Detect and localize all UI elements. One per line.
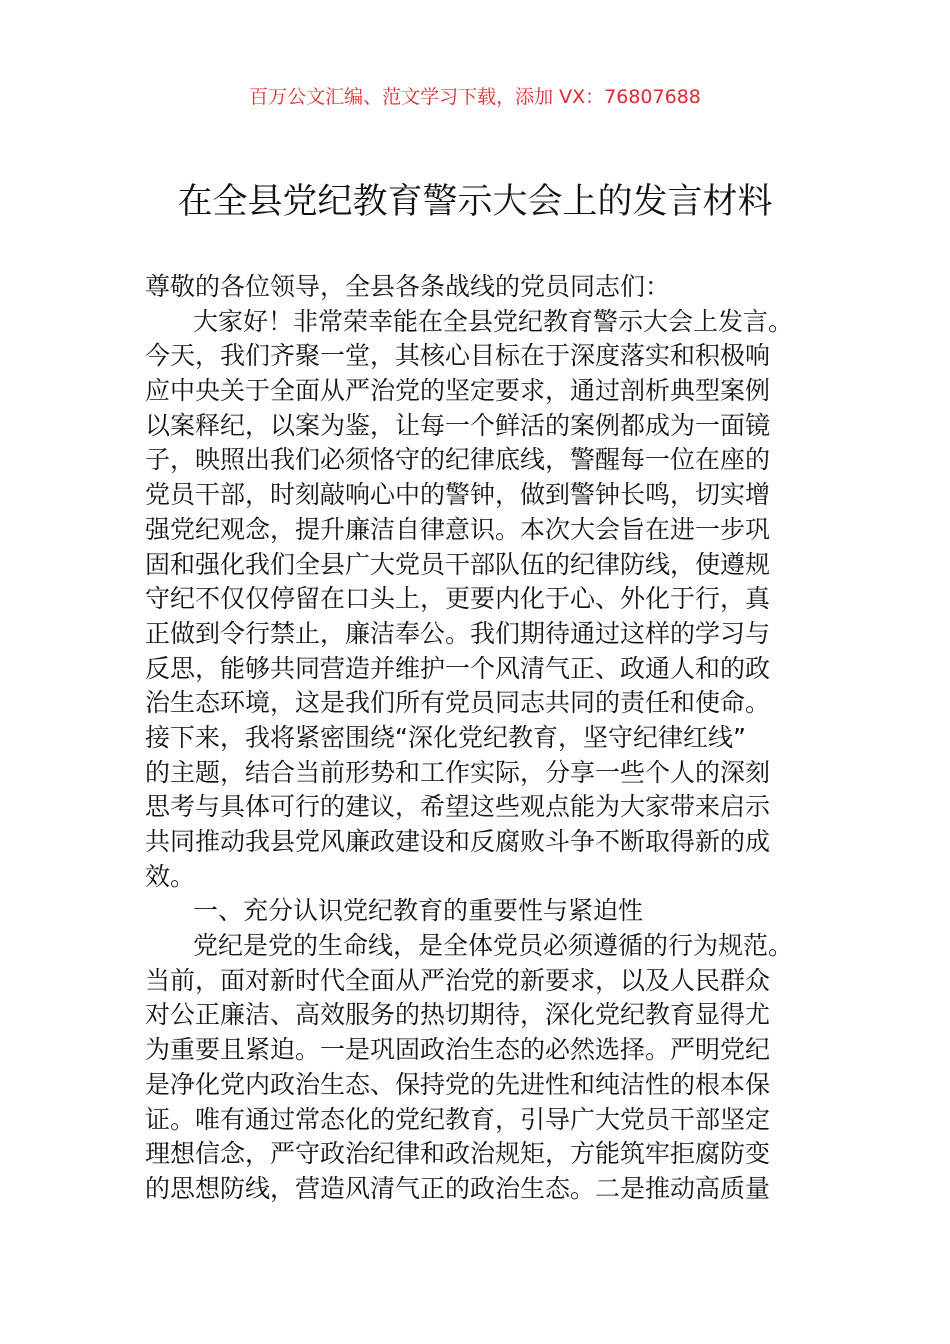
document-body: [145, 270, 825, 1207]
body-text-line: 固和强化我们全县广大党员干部队伍的纪律防线，使遵规: [145, 549, 771, 579]
body-text-line: 接下来，我将紧密围绕“深化党纪教育，坚守纪律红线”: [145, 722, 746, 752]
body-text-line: 子，映照出我们必须恪守的纪律底线，警醒每一位在座的: [145, 445, 771, 475]
body-text-line: 理想信念，严守政治纪律和政治规矩，方能筑牢拒腐防变: [145, 1139, 771, 1169]
body-text-line: 守纪不仅仅停留在口头上，更要内化于心、外化于行，真: [145, 584, 771, 614]
body-text-line: 效。: [145, 861, 196, 891]
body-text-line: 党员干部，时刻敲响心中的警钟，做到警钟长鸣，切实增: [145, 480, 771, 510]
body-text-line: 的主题，结合当前形势和工作实际，分享一些个人的深刻: [145, 757, 771, 787]
body-text-line: 证。唯有通过常态化的党纪教育，引导广大党员干部坚定: [145, 1104, 771, 1134]
body-text-line: 正做到令行禁止，廉洁奉公。我们期待通过这样的学习与: [145, 618, 771, 648]
body-text-line: 为重要且紧迫。一是巩固政治生态的必然选择。严明党纪: [145, 1035, 771, 1065]
body-text-line: 思考与具体可行的建议，希望这些观点能为大家带来启示: [145, 792, 771, 822]
body-text-line: 强党纪观念，提升廉洁自律意识。本次大会旨在进一步巩: [145, 514, 771, 544]
body-text-line: 是净化党内政治生态、保持党的先进性和纯洁性的根本保: [145, 1069, 771, 1099]
body-text-line: 以案释纪，以案为鉴，让每一个鲜活的案例都成为一面镜: [145, 410, 771, 440]
document-title: 在全县党纪教育警示大会上的发言材料: [177, 182, 773, 222]
body-text-line: 尊敬的各位领导，全县各条战线的党员同志们：: [145, 272, 671, 301]
body-text-line: 共同推动我县党风廉政建设和反腐败斗争不断取得新的成: [145, 827, 771, 856]
body-text-line: 党纪是党的生命线，是全体党员必须遵循的行为规范。: [193, 931, 794, 961]
body-text-line: 应中央关于全面从严治党的坚定要求，通过剖析典型案例: [145, 376, 771, 406]
body-text-line: 治生态环境，这是我们所有党员同志共同的责任和使命。: [145, 688, 771, 718]
body-text-line: 大家好！非常荣幸能在全县党纪教育警示大会上发言。: [193, 306, 794, 336]
body-text-line: 反思，能够共同营造并维护一个风清气正、政通人和的政: [145, 653, 771, 683]
body-text-line: 一、充分认识党纪教育的重要性与紧迫性: [193, 896, 644, 926]
body-text-line: 对公正廉洁、高效服务的热切期待，深化党纪教育显得尤: [145, 1000, 771, 1030]
body-text-line: 的思想防线，营造风清气正的政治生态。二是推动高质量: [145, 1173, 771, 1203]
body-text-line: 今天，我们齐聚一堂，其核心目标在于深度落实和积极响: [145, 341, 771, 371]
watermark-header: 百万公文汇编、范文学习下载，添加 VX：76807688: [249, 86, 701, 108]
body-text-line: 当前，面对新时代全面从严治党的新要求，以及人民群众: [145, 965, 771, 995]
